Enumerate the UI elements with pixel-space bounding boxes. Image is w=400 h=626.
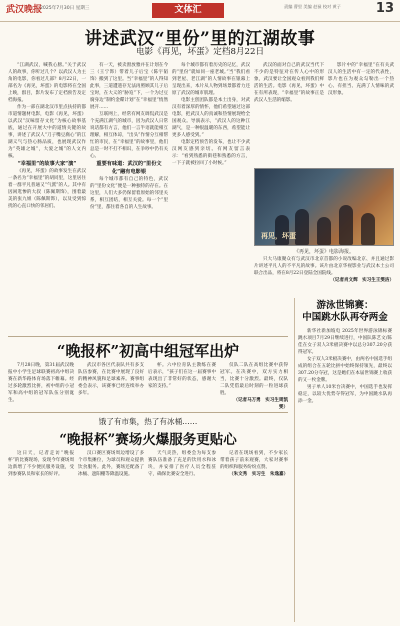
divider <box>8 336 288 337</box>
article1-paragraph: 武汉的面对自己的武汉当代下不少的是特征对在传人心中的形象，武汉要让全国观众看到我们鲜活的生活。电影《再见，坏蛋》中在有所表现，“幸福里”的故事正是武汉人生活的缩影。 <box>254 63 324 103</box>
sidebar-title-line: 游泳世锦赛： <box>316 300 374 311</box>
article1-paragraph: 互联网上，经常有网友调侃武汉是个充满江湖气的城市，因为武汉人日常说话都有方言，他们一言半语就能相互理解，相互体谅，“出头”作情分互相帮忙的市民，在“幸福里”的故事里，他们总是一时不打不相识，在争吵中仍有关心。 <box>90 112 168 159</box>
article2-paragraph: 仅队二队在高组比赛中获得冠军。在决赛中，双方实力相当，比赛十分激烈。最终，仅队二队凭借最后时刻的一粒进球获胜。 <box>220 363 288 396</box>
article2-paragraph: 7月28日晚，第31届武汉晚报中小学生足球联赛初高中组决赛在新华路体育场落下帷幕。经过多轮激烈比拼，初中组的小冠军和高中组的冠军队伍分别诞生。 <box>8 363 74 403</box>
poster-figure <box>361 213 375 245</box>
article2-paragraph: 武汉市各区代表队共有多支队伍参赛，在比赛中展现了良好的精神风貌和足球素养。赛事组委会表示，该赛事已经连续举办多年。 <box>78 363 144 396</box>
article1-subheading: “幸福里”的故事大家“演” <box>17 161 77 167</box>
article2-column-3 <box>148 362 216 410</box>
article1-column-5 <box>328 62 394 166</box>
article1-column-4 <box>254 62 324 166</box>
article3-column-2 <box>78 450 144 622</box>
article1-subheading: 重要有味道：武汉的“里份文化”融有电影银 <box>96 161 162 175</box>
article1-paragraph: 作为一部在湖北汉市里点扶持的都市道情题材电影，电影《再见，坏蛋》以武汉“汉味留存文化”为核心故事基底，通过在开展大中的道情关键的故事，讲述了武汉人“刀子嘴豆腐心”的江湖义气与热心肠品质，也展现武汉作为“英雄之城”，大爱之城”的人文内核。 <box>8 105 86 159</box>
article3-column-1 <box>8 450 74 622</box>
sidebar-paragraph: 女子双人3米板决赛中，由两名中国选手组成的组合在五轮比拼中始终保持领先，最终以307.20分夺冠，这是她们在本届世锦赛上收获的又一枚金牌。 <box>298 357 392 383</box>
poster-figure <box>339 205 353 245</box>
article2-column-4 <box>220 362 288 410</box>
sidebar-body <box>298 328 392 622</box>
article3-byline: （朱文秀 实习生 朱逸嘉） <box>229 472 288 477</box>
article2-byline: （记者马万勇 实习生周凯雯） <box>233 398 288 410</box>
article3-paragraph: 记者在现场看到，不少家长带着孩子前来观赛，大家对赛事的组织和服务纷纷点赞。 <box>220 451 288 470</box>
poster-figure <box>295 209 309 245</box>
article3-paragraph: 汉口赛区赛场周边增设了多个市集摊位，为球员和观众提供饮食服务。此外，赛场还配备了冰桶、遮阳棚等降温设施。 <box>78 451 144 477</box>
sidebar-title <box>298 300 392 324</box>
article3-title: “晚报杯”赛场火爆服务更贴心 <box>59 432 237 448</box>
page-header <box>0 0 400 22</box>
sidebar-paragraph: 男子单人10米台决赛中，中国选手也发挥稳定，以较大优势夺得冠军，为中国跳水队再添一金。 <box>298 385 392 404</box>
article2-column-1 <box>8 362 74 410</box>
masthead: 武汉晚报 <box>6 5 43 15</box>
article1-paragraph: 《再见，坏蛋》的故事发生在武汉一条名为“幸福里”的胡同里，这里居住着一群平凡普通又“气派”的人。其中有因闲逛惨的大叔（陈佩斯饰），围着最美的张九姐（陈佩斯饰），以及受到惊扰的心直口快的邻居们。 <box>8 169 86 209</box>
article1-paragraph: “江湖武汉，喊我心膀。”关于武汉人的故事，你听过几个？以武汉人为主角的电影，你看过几部？8月22日，一部名为《再见，坏蛋》的电影将在全国上映，群目，影片发布了定档预告及定档海报。 <box>8 63 86 103</box>
article1-paragraph: 每个城市都有着历史的记忆，武汉的“里份”就如同一座老城。”当“我们看到老屋、老江湖”的人情故事在银幕上呈现出来，本片从人物到场景都着力还原了武汉的城市肌理。 <box>172 63 250 96</box>
page-number: 13 <box>375 1 394 16</box>
article1-column-3 <box>172 62 250 332</box>
article1-paragraph: 每个城市都有自己的特色，武汉的“里份文化”便是一种独特的存在。在这里，人们大多仍保留着原始的邻里关系，相互团结，相互关爱。每一个“里份”里，都住着各自的人生故事。 <box>90 177 168 210</box>
poster-figure <box>317 217 331 245</box>
article1-byline: （记者肖文辉 实习生王雯洁） <box>330 278 394 283</box>
sidebar-paragraph: 新华社新加坡电 2025年世界游泳锦标赛跳水项目7月29日继续进行，中国队陈艺文/陈佳在女子双人3米板决赛中以总分307.20分获得冠军。 <box>298 329 392 355</box>
article1-subtitle: 电影《再见，坏蛋》定档8月22日 <box>135 47 265 57</box>
sidebar-title-line: 中国跳水队再夺两金 <box>302 312 388 323</box>
article2-paragraph: 杯。六中位育队主教练在赛后表示，“孩子们在这一届赛事中表现出了非常好的状态，感谢大家的支持。” <box>148 363 216 389</box>
article1-paragraph: 电影主创团队都是本土出身，对武汉有着深厚的情怀，他们希望通过这部电影，把武汉人的真诚和热情展现给全国观众。导演表示，“武汉人的这种江湖气，是一种很温暖的东西，希望能让更多人感受到。” <box>172 98 250 138</box>
article3-paragraph: 天气炎热，组委会为每支参赛队伍准备了充足的饮用水和冰块，并安排了医疗人员全程驻守，确保比赛安全进行。 <box>148 451 216 477</box>
divider <box>8 412 288 413</box>
article3-column-4 <box>220 450 288 622</box>
article1-column-2 <box>90 62 168 332</box>
article2-title: “晚报杯”初高中组冠军出炉 <box>56 342 240 360</box>
article1-paragraph: 电影定档预告的发布，也让不少武汉网友感到亲切。有网友留言表示：“看到熟悉的街巷和熟悉的方言，一下子就被拉回了小时候。” <box>172 140 250 166</box>
article1-column-1 <box>8 62 86 332</box>
article3-column-3 <box>148 450 216 622</box>
editors-credit: 责编 曹里 美编 赵禄 校对 黄子 <box>284 4 341 9</box>
article3-lead: 饿了有市集，热了有冰桶…… <box>98 417 198 426</box>
article3-paragraph: 这日天，记者走访“晚报杯”的比赛现场，发现今年赛场周边新增了不少便民服务设施，受到参赛队员和家长的好评。 <box>8 451 74 477</box>
article1-paragraph: 影片中的“幸福里”在有关武汉人的生活中有一定的代表性，影片也在为观众勾勒出一个热心、有担当、充满了人情味的武汉形象。 <box>328 63 394 96</box>
article1-paragraph: 有一天，被卖窗放雅并在计划在今三（王宁饰）带着儿子后宝（陈宇韬饰）搬到了这里。当“幸福里”的人得知此事，三道遭遗存无法再照顾其儿子后宝时，在大义的“胁迫”下，一个为过豆腐身边“制约金碟计划”在“幸福里”悄然展开…… <box>90 63 168 110</box>
issue-date: 2025年7月30日 星期三 <box>40 6 90 11</box>
article1-title: 讲述武汉“里份”里的江湖故事 <box>84 29 316 49</box>
poster-title: 再见，坏蛋 <box>261 231 296 240</box>
article1-paragraph: 只大马康聚众有与武汉市北京首都的小说改编北京、并且通过影片讲述平凡人的不平凡的故事。该片由北京华视影业与武汉本土公司联合出品，将在8月22日登陆全国院线。 <box>254 257 394 276</box>
poster-caption: 《再见，坏蛋》电影海报。 <box>293 249 354 255</box>
section-label: 文体汇 <box>152 3 224 18</box>
article2-column-2 <box>78 362 144 410</box>
movie-poster-image <box>254 168 394 246</box>
